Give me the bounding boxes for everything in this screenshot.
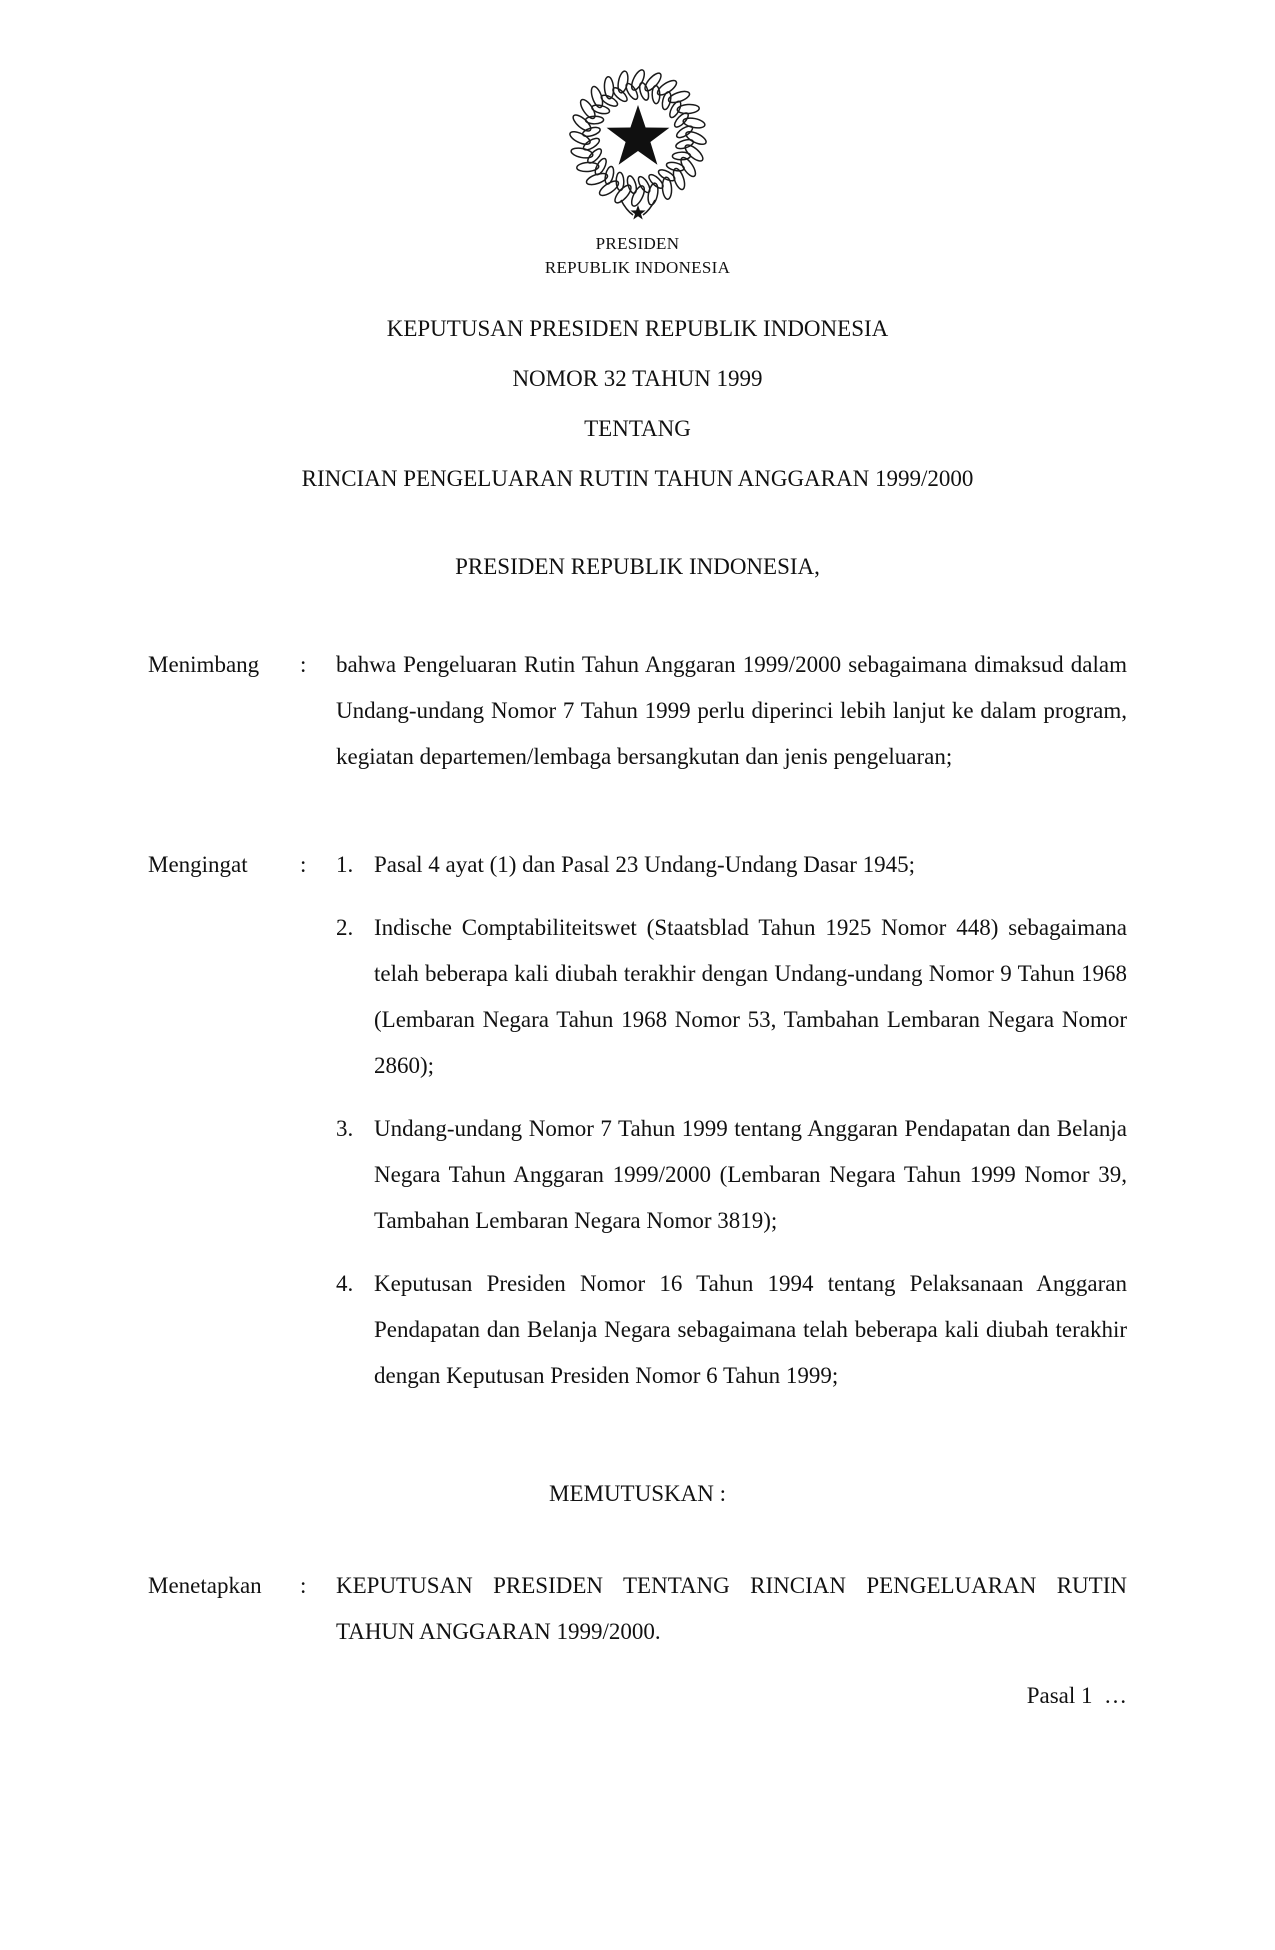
menetapkan-colon: : [300, 1573, 307, 1598]
menimbang-label: Menimbang [148, 652, 260, 677]
item-text: Undang-undang Nomor 7 Tahun 1999 tentang Anggaran Pendapatan dan Belanja Negara Tahun Anggaran 1999/2000 (Lembaran Negara Tahun 1999 Nomor 39, Tambahan Lembaran Negara Nomor 3819); [374, 1116, 1127, 1233]
mengingat-label: Mengingat [148, 852, 248, 877]
menimbang-section [148, 642, 1127, 780]
item-number: 1. [336, 852, 354, 877]
letterhead [0, 0, 1275, 280]
mengingat-item-2 [336, 905, 1127, 1089]
menetapkan-section [148, 1563, 1127, 1655]
menimbang-body: bahwa Pengeluaran Rutin Tahun Anggaran 1999/2000 sebagaimana dimaksud dalam Undang-undang Nomor 7 Tahun 1999 perlu diperinci lebih lanjut ke dalam program, kegiatan departemen/lembaga bersangkutan dan jenis pengeluaran; [336, 652, 1127, 769]
mengingat-item-3 [336, 1106, 1127, 1244]
item-text: Pasal 4 ayat (1) dan Pasal 23 Undang-Undang Dasar 1945; [374, 852, 916, 877]
item-number: 3. [336, 1116, 354, 1141]
opening-line: PRESIDEN REPUBLIK INDONESIA, [455, 554, 820, 579]
mengingat-colon: : [300, 852, 307, 877]
letterhead-presiden: PRESIDEN [595, 234, 680, 253]
decree-title [148, 304, 1127, 504]
memutuskan-heading: MEMUTUSKAN : [549, 1481, 726, 1506]
letterhead-republik-indonesia: REPUBLIK INDONESIA [544, 258, 731, 277]
menetapkan-body: KEPUTUSAN PRESIDEN TENTANG RINCIAN PENGELUARAN RUTIN TAHUN ANGGARAN 1999/2000. [336, 1573, 1127, 1644]
title-line-1: KEPUTUSAN PRESIDEN REPUBLIK INDONESIA [386, 316, 889, 341]
title-line-4: RINCIAN PENGELUARAN RUTIN TAHUN ANGGARAN 1999/2000 [301, 466, 974, 491]
presidential-seal-icon [0, 60, 1275, 232]
item-text: Indische Comptabiliteitswet (Staatsblad Tahun 1925 Nomor 448) sebagaimana telah beberapa kali diubah terakhir dengan Undang-undang Nomor 9 Tahun 1968 (Lembaran Negara Tahun 1968 Nomor 53, Tambahan Lembaran Negara Nomor 2860); [374, 915, 1127, 1078]
item-number: 4. [336, 1271, 354, 1296]
mengingat-section [148, 842, 1127, 1399]
mengingat-item-4 [336, 1261, 1127, 1399]
menetapkan-label: Menetapkan [148, 1573, 262, 1598]
page-catchword: Pasal 1 … [1026, 1683, 1127, 1708]
mengingat-item-1 [336, 842, 1127, 888]
item-text: Keputusan Presiden Nomor 16 Tahun 1994 tentang Pelaksanaan Anggaran Pendapatan dan Belanja Negara sebagaimana telah beberapa kali diubah terakhir dengan Keputusan Presiden Nomor 6 Tahun 1999; [374, 1271, 1127, 1388]
menimbang-colon: : [300, 652, 307, 677]
title-line-3: TENTANG [584, 416, 691, 441]
item-number: 2. [336, 915, 354, 940]
title-line-2: NOMOR 32 TAHUN 1999 [512, 366, 763, 391]
